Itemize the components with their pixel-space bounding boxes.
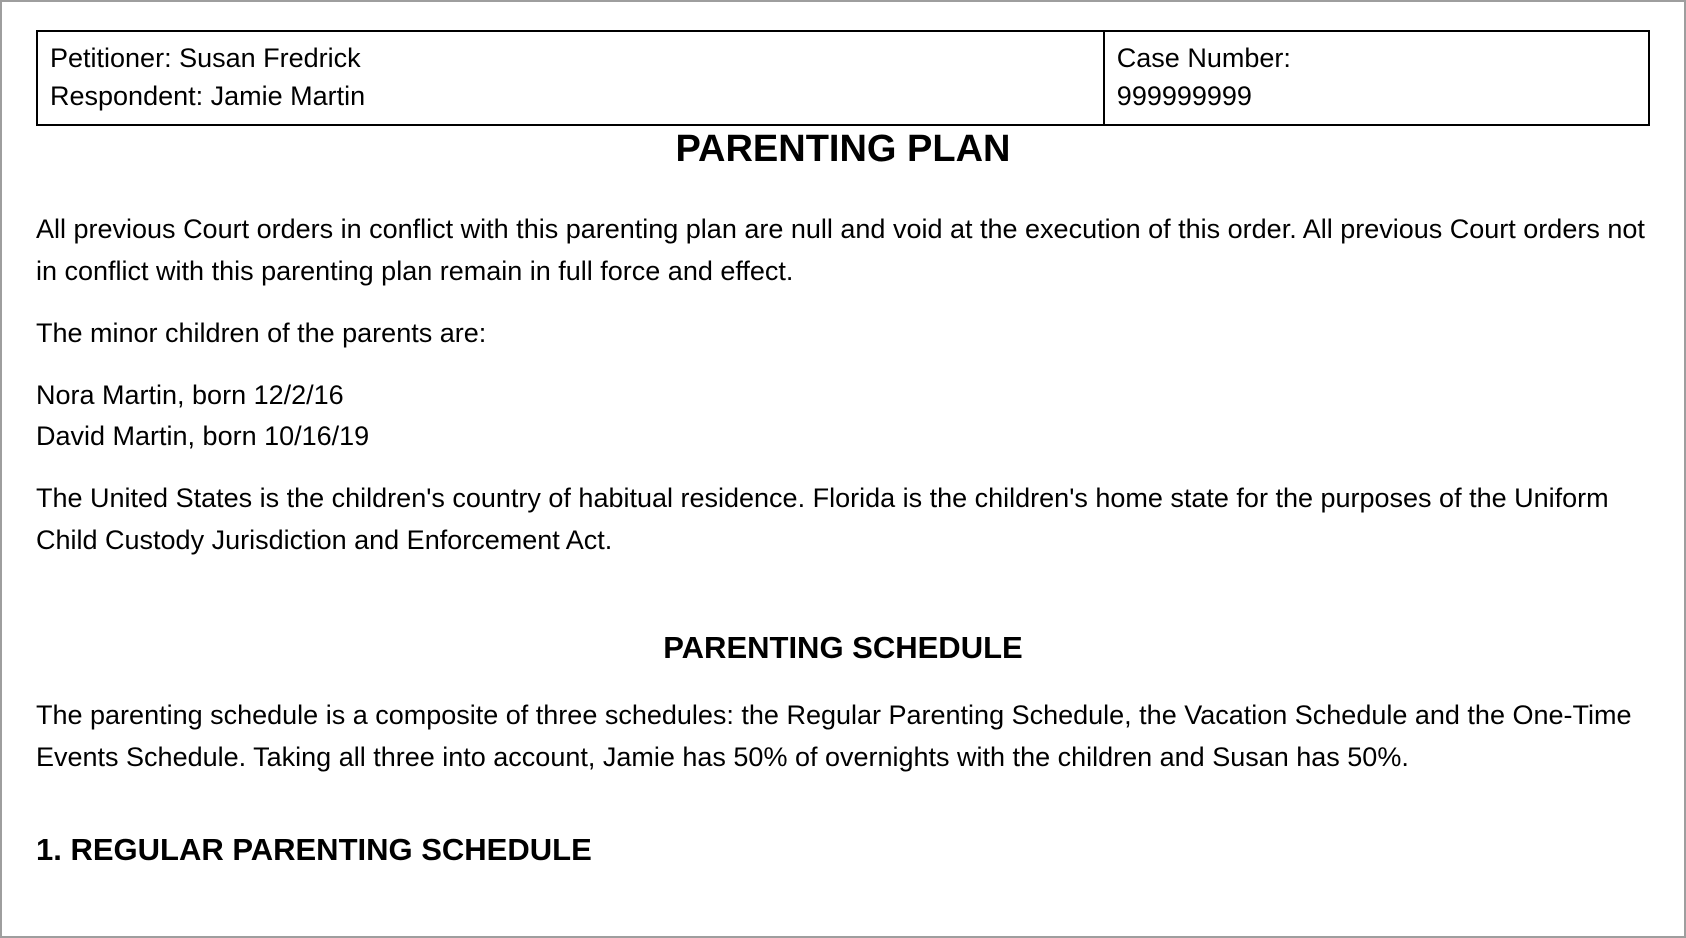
petitioner-line: Petitioner: Susan Fredrick	[50, 43, 361, 73]
case-number-cell	[1104, 31, 1649, 125]
jurisdiction-paragraph: The United States is the children's country of habitual residence. Florida is the children's home state for the purposes of the Uniform Child Custody Jurisdiction and Enforcement Act.	[36, 483, 1609, 556]
child-line-1: Nora Martin, born 12/2/16	[36, 379, 344, 410]
parenting-plan-document	[2, 2, 1684, 870]
regular-parenting-schedule-heading: 1. REGULAR PARENTING SCHEDULE	[36, 832, 592, 868]
case-number-value: 999999999	[1116, 80, 1252, 111]
schedule-overview-paragraph: The parenting schedule is a composite of three schedules: the Regular Parenting Schedule, the Vacation Schedule and the One-Time Events Schedule. Taking all three into account, Jamie has 50% of overnights with the children and Susan has 50%.	[36, 699, 1632, 772]
parties-cell	[37, 31, 1104, 125]
minor-children-lead: The minor children of the parents are:	[36, 317, 487, 348]
document-title: PARENTING PLAN	[675, 127, 1011, 170]
respondent-line: Respondent: Jamie Martin	[50, 80, 366, 111]
caption-row	[37, 31, 1649, 125]
case-number-label: Case Number:	[1116, 43, 1291, 73]
parenting-schedule-heading: PARENTING SCHEDULE	[663, 630, 1023, 665]
orders-paragraph: All previous Court orders in conflict with this parenting plan are null and void at the execution of this order. All previous Court orders not in conflict with this parenting plan remain in full force and effect.	[36, 214, 1645, 286]
case-caption-table	[36, 30, 1650, 126]
child-line-2: David Martin, born 10/16/19	[36, 421, 370, 452]
children-list	[36, 375, 1650, 459]
